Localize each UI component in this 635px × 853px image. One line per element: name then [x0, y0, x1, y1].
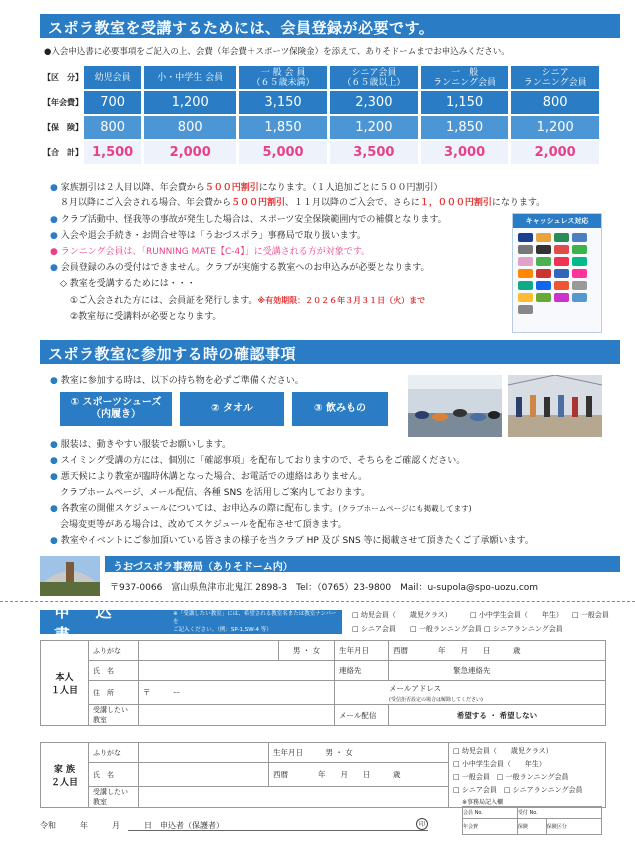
- family-furigana-field[interactable]: [139, 743, 269, 763]
- chk-senior-running[interactable]: □ シニアランニング会員: [484, 625, 563, 633]
- id-logo: [572, 245, 587, 254]
- fee-table: [40, 64, 602, 166]
- note-card: ①ご入会された方には、会員証を発行します。※有効期限：２０２６年３月３１日（火）まで: [70, 296, 426, 306]
- fee-cell: 800: [511, 91, 599, 114]
- mail-delivery-choice[interactable]: 希望する ・ 希望しない: [389, 705, 606, 726]
- course-field[interactable]: [139, 705, 335, 726]
- emergency-field[interactable]: 緊急連絡先: [389, 661, 606, 681]
- application-header: [40, 602, 342, 644]
- insurance-box: 保険: [517, 819, 546, 835]
- bullet-clothing: ● 服装は、動きやすい服装でお願いします。: [50, 440, 232, 450]
- seal-mark: 印: [416, 818, 428, 830]
- self-label: 本人 １人目: [41, 641, 89, 726]
- amex-logo: [572, 233, 587, 242]
- family-birth-field[interactable]: 西暦 年 月 日 歳: [269, 763, 449, 787]
- chk-student[interactable]: □ 小中学生会員（ 年生）: [470, 611, 563, 619]
- bullet-weather: ● 悪天候により教室が臨時休講となった場合、お電話での連絡はありません。: [50, 472, 368, 482]
- family-type-checks[interactable]: □ 幼児会員（ 歳児クラス） □ 小中学生会員（ 年生） □ 一般会員 □ 一般ランニング会員 □ シニア会員 □ シニアランニング会員: [449, 743, 606, 808]
- merpay-logo: [572, 269, 587, 278]
- nanaco-logo: [536, 293, 551, 302]
- address-field[interactable]: 〒 ー: [139, 681, 335, 705]
- payment-logos: [513, 228, 601, 319]
- qr-logo: [572, 293, 587, 302]
- mastercard-logo: [536, 233, 551, 242]
- item-towel: ② タオル: [180, 392, 284, 426]
- suica-logo: [536, 257, 551, 266]
- note-course: ◇ 教室を受講するためには・・・: [60, 279, 196, 289]
- fee-cell: 800: [84, 116, 141, 139]
- note-aug: ８月以降にご入会される場合、年会費から５００円割引、１１月以降のご入会で、さらに１，０００円割引になります。: [60, 198, 546, 208]
- belongings-intro: ● 教室に参加する時は、以下の持ち物を必ずご準備ください。: [50, 376, 304, 386]
- fee-cell: 1,200: [330, 116, 418, 139]
- office-title: うおづスポラ事務局（ありそドーム内）: [105, 556, 620, 572]
- receipt-no: 受付 No.: [517, 807, 601, 819]
- contact-label: 連絡先: [335, 661, 389, 681]
- cashless-panel: [512, 213, 602, 333]
- au-pay-logo: [518, 269, 533, 278]
- total-cell: 5,000: [239, 141, 327, 164]
- office-use-label: ※事務局記入欄: [462, 799, 504, 806]
- insurance-type-box: 保険区分: [546, 819, 601, 835]
- note-office: ● 入会や退会手続き・お問合せ等は「うおづスポラ」事務局で取り扱います。: [50, 231, 366, 241]
- form-self: [40, 640, 606, 726]
- family-gender-field[interactable]: 生年月日 男 ・ 女: [269, 743, 449, 763]
- course-label: 受講したい教室: [89, 705, 139, 726]
- gender-field[interactable]: 男 ・ 女: [279, 641, 335, 661]
- dpay-logo: [554, 269, 569, 278]
- fee-cell: 1,200: [144, 91, 236, 114]
- ic-logo: [518, 257, 533, 266]
- fee-cell: 800: [144, 116, 236, 139]
- other-logo: [572, 281, 587, 290]
- office-block: [40, 556, 620, 596]
- total-cell: 3,000: [421, 141, 509, 164]
- family-name-field[interactable]: [139, 763, 269, 787]
- bullet-swimming: ● スイミング受講の方には、個別に「確認事項」を配布しておりますので、そちらをご確認ください。: [50, 456, 466, 466]
- total-cell: 1,500: [84, 141, 141, 164]
- furigana-label: ふりがな: [89, 641, 139, 661]
- note-register: ● 会員登録のみの受付はできません。クラブが実施する教室へのお申込みが必要となります。: [50, 263, 430, 273]
- total-row: [43, 141, 599, 164]
- total-cell: 3,500: [330, 141, 418, 164]
- insurance-row: [43, 116, 599, 139]
- wechat-logo: [518, 281, 533, 290]
- signature-underline: [128, 830, 428, 831]
- signature-line: 令和 年 月 日 申込者（保護者） 印: [40, 820, 606, 831]
- fee-header-row: [43, 66, 599, 89]
- row-label: 【年会費】: [43, 98, 83, 107]
- bullet-schedule: ● 各教室の開催スケジュールについては、お申込みの際に配布します。(クラブホームページにも掲載してます): [50, 504, 472, 514]
- family-label: 家 族 ２人目: [41, 743, 89, 808]
- jcb-logo: [554, 233, 569, 242]
- category-cell: 幼児会員: [84, 66, 141, 89]
- name-field[interactable]: [139, 661, 335, 681]
- misc-logo: [518, 305, 533, 314]
- birth-field[interactable]: 西暦 年 月 日 歳: [389, 641, 606, 661]
- quicpay-logo: [554, 245, 569, 254]
- applepay-logo: [536, 245, 551, 254]
- cashless-title: キャッシュレス対応: [513, 214, 601, 228]
- total-cell: 2,000: [511, 141, 599, 164]
- edy-logo: [554, 293, 569, 302]
- office-info: 〒937-0066 富山県魚津市北鬼江 2898-3 Tel：（0765）23-9800 Mail：u-supola@spo-uozu.com: [110, 583, 539, 593]
- row-label: 【保 険】: [43, 123, 83, 132]
- family-course-field[interactable]: [139, 787, 449, 808]
- fee-cell: 3,150: [239, 91, 327, 114]
- section2-header: スポラ教室に参加する時の確認事項: [40, 340, 620, 364]
- class-photo-2: [508, 375, 602, 437]
- fee-cell: 1,200: [511, 116, 599, 139]
- class-photo-1: [408, 375, 502, 437]
- waon-logo: [518, 293, 533, 302]
- intro-text: ●入会申込書に必要事項をご記入の上、会費（年会費＋スポーツ保険金）を添えて、ありそドームまでお申込みください。: [44, 47, 510, 57]
- item-shoes: ① スポーツシューズ （内履き）: [60, 392, 172, 426]
- family-name-label: 氏 名: [89, 763, 139, 787]
- bullet-sns: ● 教室やイベントにご参加頂いている皆さまの様子を当クラブ HP 及び SNS 等に掲載させて頂きたくご了承願います。: [50, 536, 534, 546]
- name-label: 氏 名: [89, 661, 139, 681]
- bullet-schedule-2: 会場変更等がある場合は、改めてスケジュールを配布させて頂きます。: [60, 520, 347, 530]
- chk-general[interactable]: □ 一般会員: [572, 611, 609, 619]
- row-label: 【合 計】: [43, 148, 83, 157]
- category-cell: 一 般 会 員 （６５歳未満）: [239, 66, 327, 89]
- form-family: [40, 742, 606, 808]
- bullet-weather-2: クラブホームページ、メール配信、各種 SNS を活用しご案内しております。: [60, 488, 371, 498]
- note-fee: ②教室毎に受講料が必要となります。: [70, 312, 222, 322]
- rakuten-logo: [536, 269, 551, 278]
- family-course-label: 受講したい教室: [89, 787, 139, 808]
- note-family: ● 家族割引は２人目以降、年会費から５００円割引になります。（１人追加ごとに５００円割引）: [50, 183, 443, 193]
- dome-photo: [40, 556, 100, 596]
- furigana-field[interactable]: [139, 641, 279, 661]
- birth-label: 生年月日: [335, 641, 389, 661]
- note-running: ● ランニング会員は、「RUNNING MATE【C-4】」に受講される方が対象です。: [50, 247, 371, 257]
- fee-cell: 1,150: [421, 91, 509, 114]
- unionpay-logo: [554, 281, 569, 290]
- email-field[interactable]: メールアドレス (受信拒否設定の場合は解除してください): [335, 681, 606, 705]
- member-no: 会員 No.: [463, 807, 518, 819]
- section1-header: スポラ教室を受講するためには、会員登録が必要です。: [40, 14, 620, 38]
- application-title: 申 込 書: [54, 602, 122, 644]
- total-cell: 2,000: [144, 141, 236, 164]
- chk-senior[interactable]: □ シニア会員: [352, 625, 396, 633]
- category-cell: シニア会員 （６５歳以上）: [330, 66, 418, 89]
- annual-row: [43, 91, 599, 114]
- annual-fee-box: 年会費: [463, 819, 518, 835]
- fee-cell: 1,850: [239, 116, 327, 139]
- row-label: 【区 分】: [43, 73, 83, 82]
- category-cell: シニア ランニング会員: [511, 66, 599, 89]
- note-insurance: ● クラブ活動中、怪我等の事故が発生した場合は、スポーツ安全保険範囲内での補償となります。: [50, 215, 447, 225]
- diners-logo: [518, 245, 533, 254]
- chk-general-running[interactable]: □ 一般ランニング会員: [410, 625, 482, 633]
- fee-cell: 2,300: [330, 91, 418, 114]
- visa-logo: [518, 233, 533, 242]
- alipay-logo: [536, 281, 551, 290]
- application-note: ※「受講したい教室」には、希望される教室名または教室ナンバーを ご記入ください。（例：SP-1,SW-4 等）: [173, 611, 337, 633]
- address-label: 住 所: [89, 681, 139, 705]
- category-cell: 一 般 ランニング会員: [421, 66, 509, 89]
- fee-cell: 700: [84, 91, 141, 114]
- family-furigana-label: ふりがな: [89, 743, 139, 763]
- category-cell: 小・中学生 会員: [144, 66, 236, 89]
- paypay-logo: [554, 257, 569, 266]
- line-pay-logo: [572, 257, 587, 266]
- item-drink: ③ 飲みもの: [292, 392, 388, 426]
- chk-infant[interactable]: □ 幼児会員（ 歳児クラス）: [352, 611, 452, 619]
- mail-delivery-label: メール配信: [335, 705, 389, 726]
- fee-cell: 1,850: [421, 116, 509, 139]
